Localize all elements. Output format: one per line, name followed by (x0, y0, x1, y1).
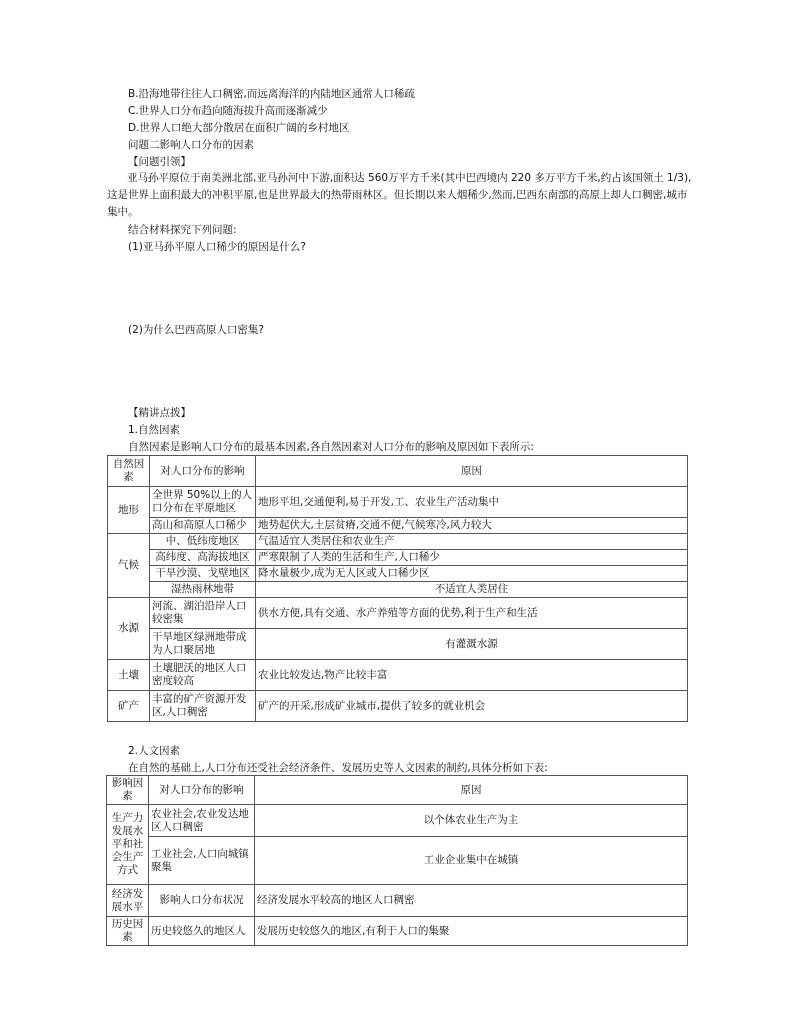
reason-cell: 工业企业集中在城镇 (255, 837, 688, 885)
impact-cell: 历史较悠久的地区人 (149, 917, 255, 946)
impact-cell: 高山和高原人口稀少 (150, 518, 256, 534)
question2-title: 问题二影响人口分布的因素 (128, 139, 254, 151)
impact-cell: 高纬度、高海拔地区 (150, 550, 256, 566)
human-intro: 在自然的基础上,人口分布还受社会经济条件、发展历史等人文因素的制约,具体分析如下表: (128, 762, 548, 774)
table-row (108, 487, 688, 518)
factor-soil: 土壤 (108, 660, 150, 691)
table-row (107, 837, 688, 885)
impact-cell: 中、低纬度地区 (150, 534, 256, 550)
factor-mineral: 矿产 (108, 691, 150, 722)
option-c: C.世界人口分布趋向随海拔升高而逐渐减少 (128, 105, 328, 117)
guide-paragraph: 亚马孙平原位于南美洲北部,亚马孙河中下游,面积达 560万平方千米(其中巴西境内 220 多万平方千米,约占该国领土 1/3),这是世界上面积最大的冲积平原,也是世界最大的热带雨林区。但长期以来人烟稀少,然而,巴西东南部的高原上却人口稠密,城市集中。 (107, 172, 692, 218)
reason-cell: 地形平坦,交通便利,易于开发,工、农业生产活动集中 (256, 487, 688, 518)
header-reason: 原因 (256, 456, 688, 487)
option-b: B.沿海地带往往人口稠密,而远离海洋的内陆地区通常人口稀疏 (128, 88, 415, 100)
table-row (107, 917, 688, 946)
reason-cell: 有灌溉水源 (256, 629, 688, 660)
impact-cell: 湿热雨林地带 (150, 582, 256, 598)
header-factor: 影响因素 (107, 776, 149, 805)
human-factors-table (106, 775, 688, 946)
reason-cell: 农业比较发达,物产比较丰富 (256, 660, 688, 691)
reason-cell: 地势起伏大,土层贫瘠,交通不便,气候寒冷,风力较大 (256, 518, 688, 534)
human-heading: 2.人文因素 (128, 745, 181, 757)
impact-cell: 丰富的矿产资源开发区,人口稠密 (150, 691, 256, 722)
impact-cell: 土壤肥沃的地区人口密度较高 (150, 660, 256, 691)
factor-history: 历史因素 (107, 917, 149, 946)
option-d: D.世界人口绝大部分散居在面积广阔的乡村地区 (128, 122, 350, 134)
reason-cell: 严寒限制了人类的生活和生产,人口稀少 (256, 550, 688, 566)
table-row (107, 805, 688, 837)
reason-cell: 气温适宜人类居住和农业生产 (256, 534, 688, 550)
table-row (108, 518, 688, 534)
factor-production: 生产力发展水平和社会生产方式 (107, 805, 149, 885)
impact-cell: 农业社会,农业发达地区人口稠密 (149, 805, 255, 837)
table-row (108, 534, 688, 550)
reason-cell: 降水量极少,成为无人区或人口稀少区 (256, 566, 688, 582)
table-row (108, 566, 688, 582)
natural-intro: 自然因素是影响人口分布的最基本因素,各自然因素对人口分布的影响及原因如下表所示: (128, 441, 534, 453)
table-row (107, 885, 688, 917)
table-row (108, 598, 688, 629)
factor-water: 水源 (108, 598, 150, 660)
impact-cell: 工业社会,人口向城镇聚集 (149, 837, 255, 885)
impact-cell: 干旱地区绿洲地带成为人口聚居地 (150, 629, 256, 660)
reason-cell: 发展历史较悠久的地区,有利于人口的集聚 (255, 917, 688, 946)
table-row (108, 629, 688, 660)
impact-cell: 影响人口分布状况 (149, 885, 255, 917)
header-impact: 对人口分布的影响 (149, 776, 255, 805)
reason-cell: 不适宜人类居住 (256, 582, 688, 598)
header-reason: 原因 (255, 776, 688, 805)
reason-cell: 矿产的开采,形成矿业城市,提供了较多的就业机会 (256, 691, 688, 722)
header-impact: 对人口分布的影响 (150, 456, 256, 487)
explore-prompt: 结合材料探究下列问题: (128, 224, 237, 236)
header-factor: 自然因素 (108, 456, 150, 487)
reason-cell: 经济发展水平较高的地区人口稠密 (255, 885, 688, 917)
natural-heading: 1.自然因素 (128, 424, 181, 436)
impact-cell: 全世界 50%以上的人口分布在平原地区 (150, 487, 256, 518)
factor-economy: 经济发展水平 (107, 885, 149, 917)
table-row (108, 582, 688, 598)
table-row (108, 550, 688, 566)
impact-cell: 干旱沙漠、戈壁地区 (150, 566, 256, 582)
natural-factors-table (107, 455, 688, 722)
factor-terrain: 地形 (108, 487, 150, 534)
points-heading: 【精讲点拨】 (128, 407, 191, 419)
table-row (108, 660, 688, 691)
factor-climate: 气候 (108, 534, 150, 598)
table-row (108, 691, 688, 722)
question-2: (2)为什么巴西高原人口密集? (128, 324, 264, 336)
reason-cell: 以个体农业生产为主 (255, 805, 688, 837)
reason-cell: 供水方便,具有交通、水产养殖等方面的优势,利于生产和生活 (256, 598, 688, 629)
question-1: (1)亚马孙平原人口稀少的原因是什么? (128, 241, 306, 253)
table-header-row (107, 776, 688, 805)
guide-heading: 【问题引领】 (128, 156, 191, 168)
impact-cell: 河流、湖泊沿岸人口较密集 (150, 598, 256, 629)
table-header-row (108, 456, 688, 487)
